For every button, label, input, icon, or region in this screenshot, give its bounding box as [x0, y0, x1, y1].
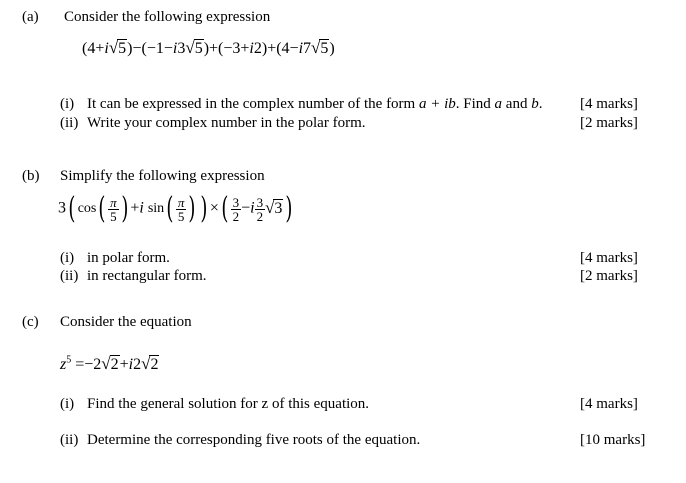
part-b-q2-num: (ii): [60, 268, 79, 284]
part-a-q2-marks: [2 marks]: [580, 115, 638, 131]
part-c-q1-text: Find the general solution for z of this equation.: [87, 396, 370, 412]
part-a-q2-num: (ii): [60, 115, 79, 131]
part-b-q2-marks: [2 marks]: [580, 268, 638, 284]
part-b-q2-text: in rectangular form.: [87, 268, 207, 284]
part-c-equation: $z^5 =-2√2+i2√2$: [60, 354, 159, 373]
part-b-expression: 3( cos( $\frac{\pi}{5}$ ) +i sin( $\frac{\pi}{5}$ ) ) ×( $\frac{3}{2}$ −i $\frac{3}{2}$ √3 ): [58, 191, 293, 226]
part-a-label: (a): [22, 9, 39, 25]
part-b-q1-text: in polar form.: [87, 250, 170, 266]
part-b-q1-num: (i): [60, 250, 75, 266]
part-b-q1-marks: [4 marks]: [580, 250, 638, 266]
part-c-q1-marks: [4 marks]: [580, 396, 638, 412]
part-c-q2-num: (ii): [60, 432, 79, 448]
part-a-q1-text: It can be expressed in the complex number of the form a + ib. Find a and b.: [87, 96, 543, 112]
part-c-q2-text: Determine the corresponding five roots of the equation.: [87, 432, 421, 448]
part-b-intro: Simplify the following expression: [60, 168, 265, 184]
part-a-expression: (4+i√5)−(−1−i3√5)+(−3+i2)+(4−i7√5): [82, 38, 335, 57]
part-a-q1-num: (i): [60, 96, 75, 112]
part-c-q1-num: (i): [60, 396, 75, 412]
part-a-q2-text: Write your complex number in the polar form.: [87, 115, 366, 131]
part-b-label: (b): [22, 168, 40, 184]
part-a-intro: Consider the following expression: [64, 9, 271, 25]
part-c-q2-marks: [10 marks]: [580, 432, 646, 448]
part-c-intro: Consider the equation: [60, 314, 192, 330]
part-c-label: (c): [22, 314, 39, 330]
part-a-q1-marks: [4 marks]: [580, 96, 638, 112]
